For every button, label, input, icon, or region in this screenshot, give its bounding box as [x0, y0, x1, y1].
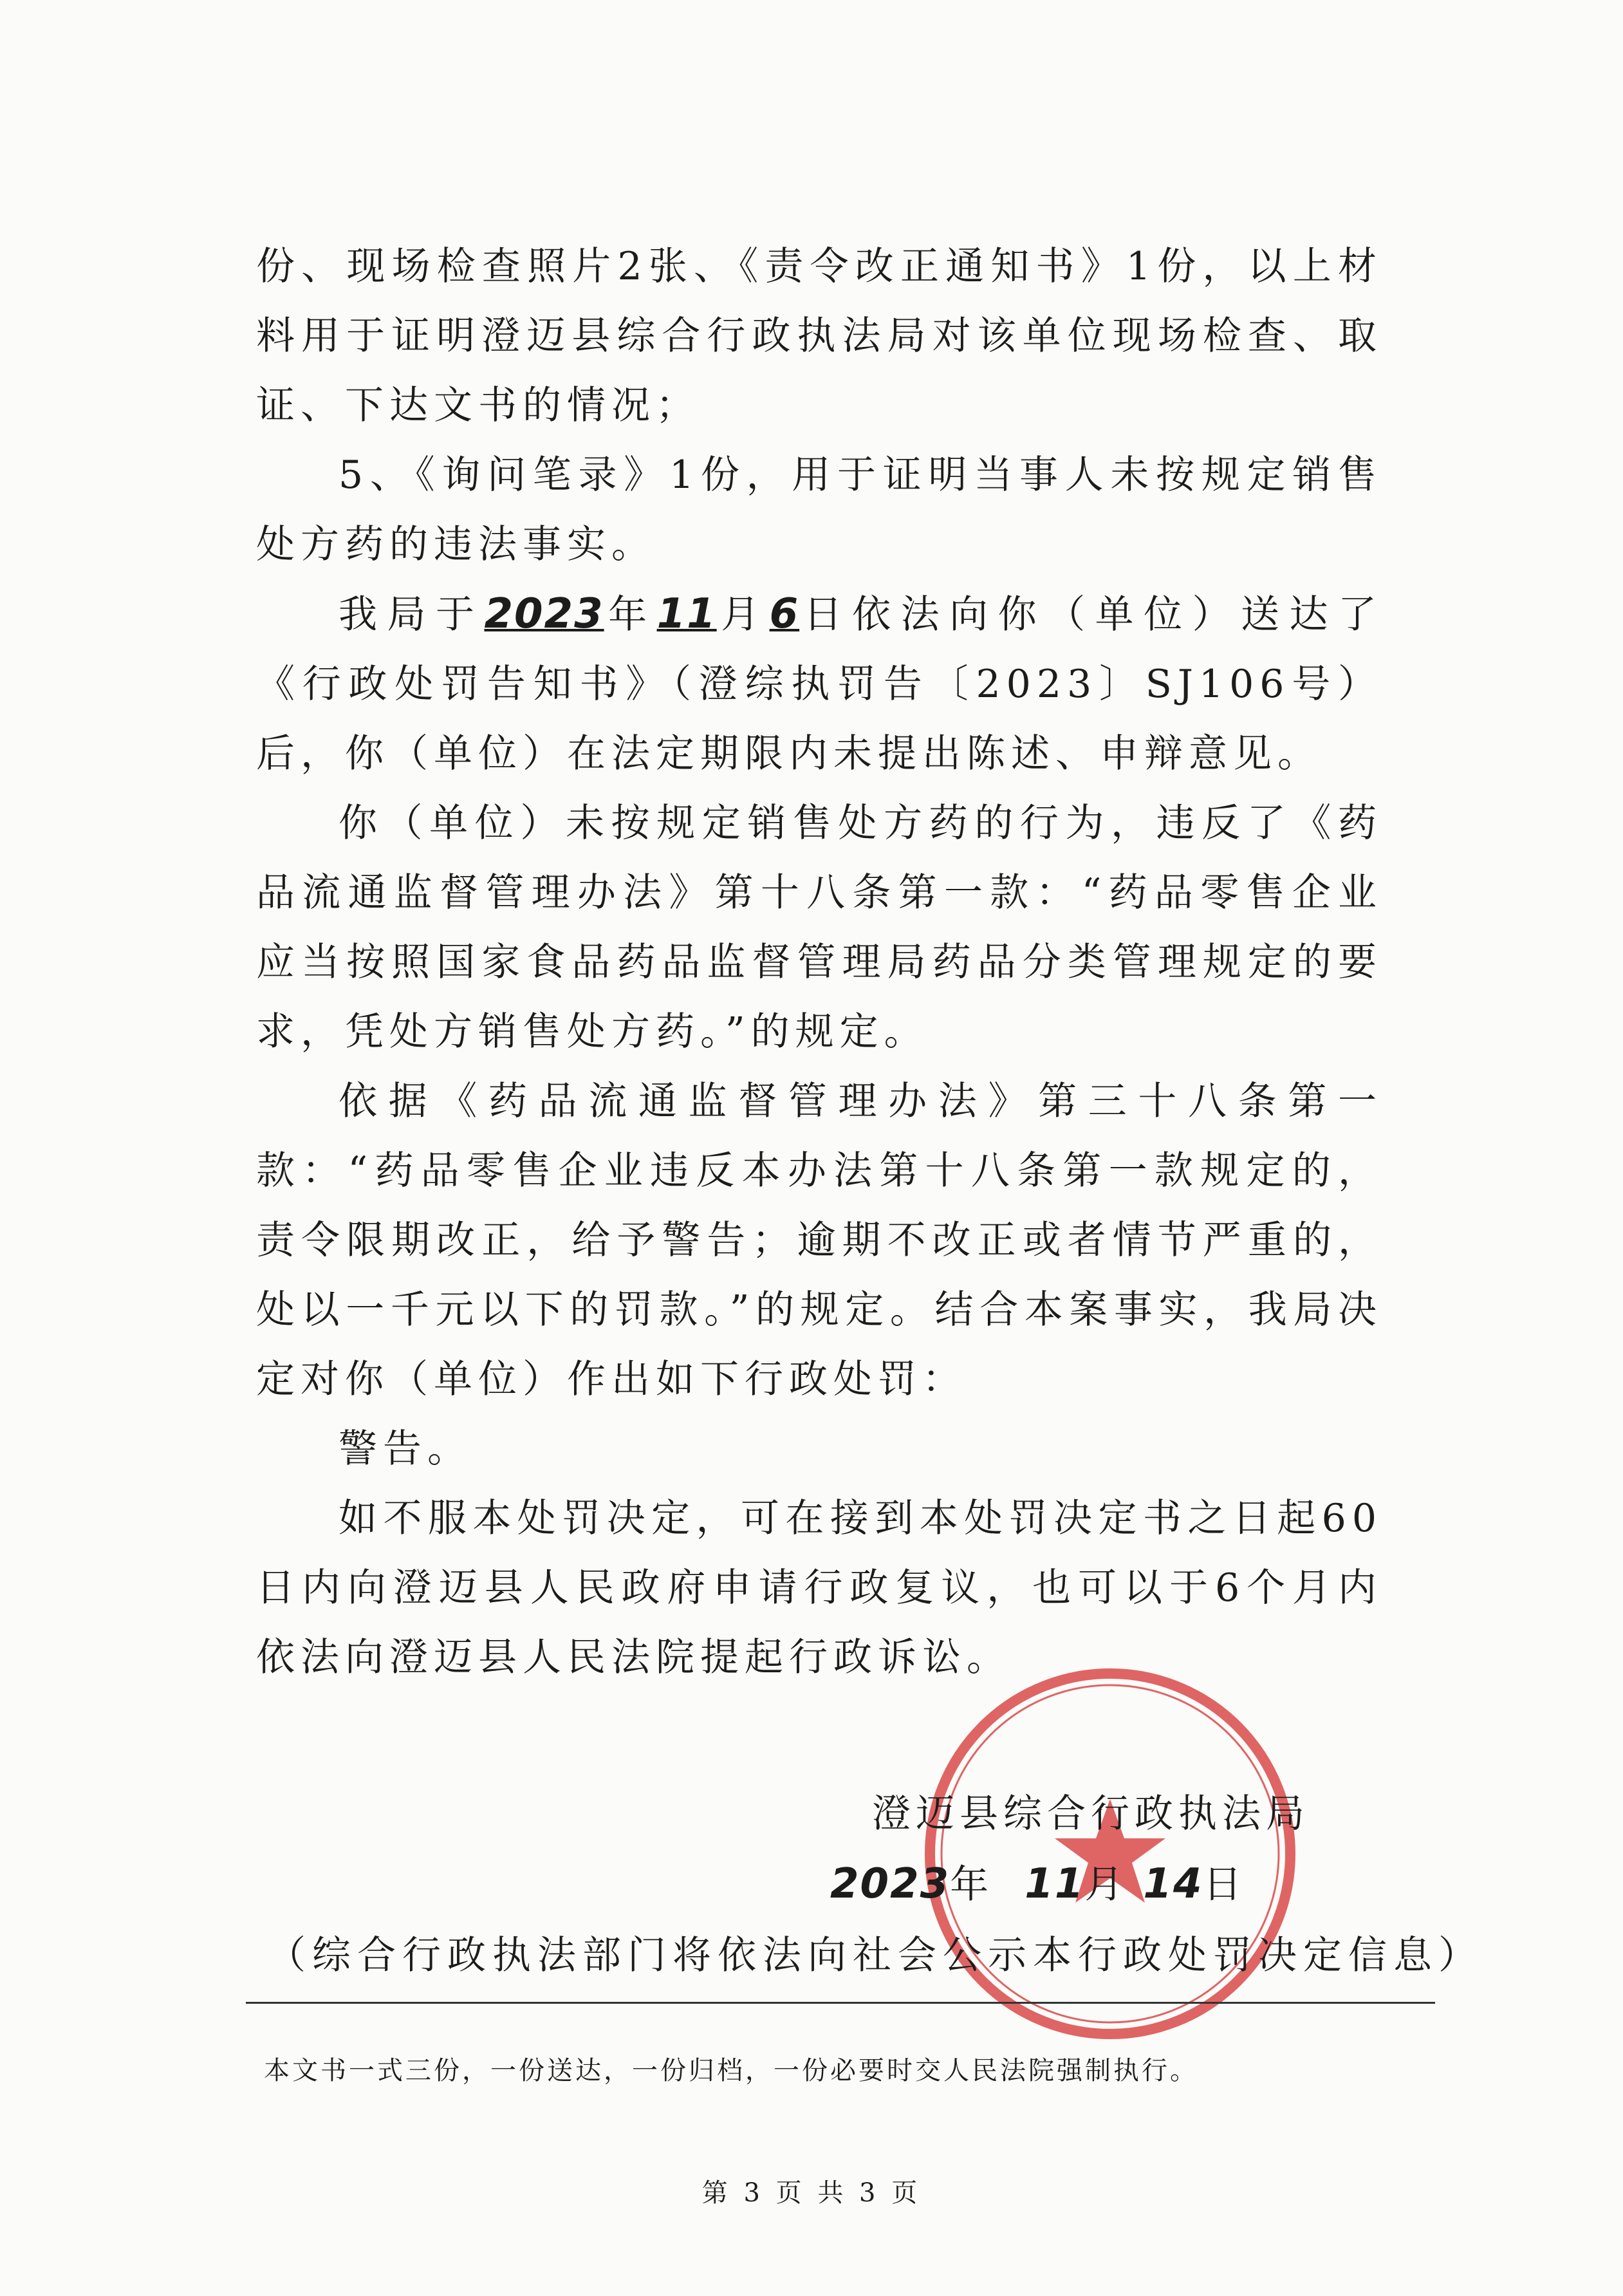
handwritten-notice-day: 6: [769, 590, 800, 638]
page-number: 第 3 页 共 3 页: [701, 2178, 922, 2208]
decision-body: [256, 232, 1382, 1692]
footer-divider: [246, 2002, 1435, 2004]
handwritten-notice-month: 11: [656, 590, 717, 638]
notice-year-unit: 年: [604, 592, 657, 637]
paragraph-evidence-5: 5、《询问笔录》1份，用于证明当事人未按规定销售处方药的违法事实。: [256, 453, 1382, 567]
notice-pre-text: 我局于: [339, 592, 485, 637]
paragraph-appeal-rights: 如不服本处罚决定，可在接到本处罚决定书之日起60日内向澄迈县人民政府申请行政复议，也可以于6个月内依法向澄迈县人民法院提起行政诉讼。: [256, 1496, 1382, 1680]
disclosure-note: （综合行政执法部门将依法向社会公示本行政处罚决定信息）: [267, 1933, 1483, 1978]
paragraph-violation: 你（单位）未按规定销售处方药的行为，违反了《药品流通监督管理办法》第十八条第一款：“药品零售企业应当按照国家食品药品监督管理局药品分类管理规定的要求，凭处方销售处方药。”的规定。: [256, 801, 1382, 1054]
handwritten-notice-year: 2023: [484, 590, 604, 638]
notice-post-text: 日依法向你（单位）送达了《行政处罚告知书》（澄综执罚告〔2023〕SJ106号）后，你（单位）在法定期限内未提出陈述、申辩意见。: [256, 592, 1383, 776]
handwritten-sign-year: 2023: [830, 1860, 951, 1908]
copies-footnote: 本文书一式三份，一份送达，一份归档，一份必要时交人民法院强制执行。: [264, 2056, 1198, 2086]
handwritten-sign-month: 11: [1025, 1860, 1085, 1908]
signature-date: [830, 1854, 1245, 1909]
paragraph-penalty: 警告。: [339, 1426, 472, 1471]
paragraph-evidence-4-cont: 份、现场检查照片2张、《责令改正通知书》1份，以上材料用于证明澄迈县综合行政执法局对该单位现场检查、取证、下达文书的情况；: [256, 244, 1382, 428]
notice-month-unit: 月: [716, 592, 770, 637]
sign-month-unit: 月: [1084, 1862, 1127, 1907]
sign-year-unit: 年: [950, 1862, 993, 1907]
sign-day-unit: 日: [1203, 1862, 1246, 1907]
handwritten-sign-day: 14: [1143, 1860, 1203, 1908]
issuing-authority: 澄迈县综合行政执法局: [872, 1791, 1310, 1836]
paragraph-notice-delivery: [256, 579, 1382, 789]
paragraph-legal-basis: 依据《药品流通监督管理办法》第三十八条第一款：“药品零售企业违反本办法第十八条第一款规定的，责令限期改正，给予警告；逾期不改正或者情节严重的，处以一千元以下的罚款。”的规定。结合本案事实，我局决定对你（单位）作出如下行政处罚：: [256, 1079, 1382, 1402]
